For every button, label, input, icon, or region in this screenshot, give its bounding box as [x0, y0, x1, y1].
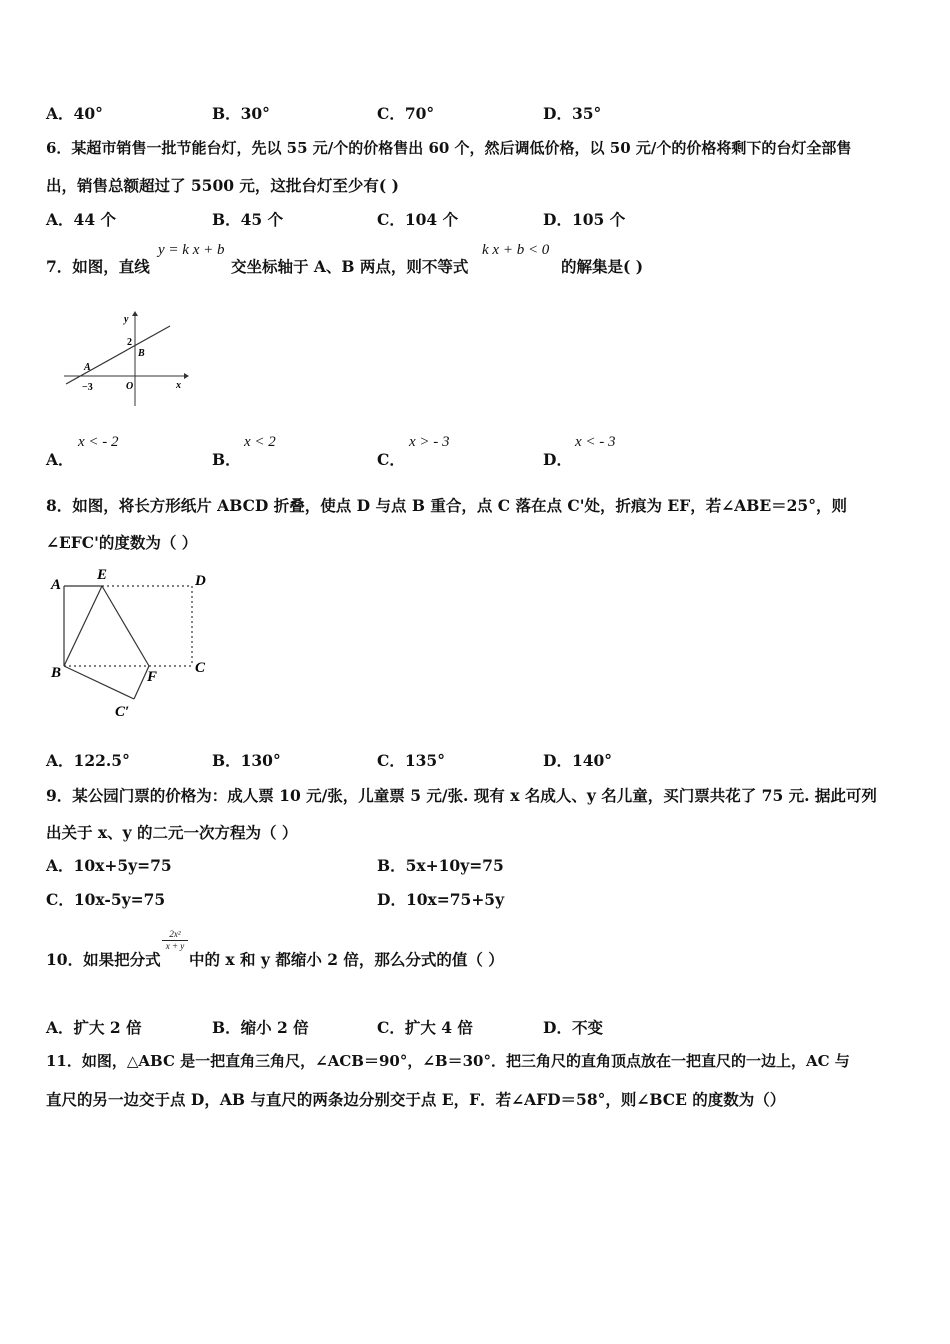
q7-label-y: y	[124, 314, 129, 325]
q10-stem-suffix: 中的 x 和 y 都缩小 2 倍，那么分式的值（ ）	[189, 950, 504, 969]
q6-option-d: D．105 个	[543, 210, 626, 229]
q7-stem-suffix: 的解集是( )	[561, 257, 644, 276]
q7-graph	[60, 308, 190, 410]
q5-option-d: D．35°	[543, 104, 602, 123]
q8-label-c: C	[195, 660, 206, 676]
q8-label-f: F	[147, 669, 158, 685]
q9-option-a: A．10x+5y=75	[46, 856, 172, 875]
q11-stem-line2: 直尺的另一边交于点 D，AB 与直尺的两条边分别交于点 E，F．若∠AFD＝58°，则∠BCE 的度数为（）	[46, 1090, 786, 1109]
q7-stem-middle: 交坐标轴于 A、B 两点，则不等式	[231, 257, 469, 276]
q7-line	[66, 326, 170, 384]
q8-label-b: B	[51, 665, 62, 681]
q11-stem-line1: 11．如图，△ABC 是一把直角三角尺，∠ACB＝90°，∠B＝30°．把三角尺的直角顶点放在一把直尺的一边上，AC 与	[46, 1052, 850, 1070]
q7-option-d-letter: D．	[543, 450, 572, 469]
q8-option-d: D．140°	[543, 751, 613, 770]
q7-x-axis-arrow	[184, 373, 189, 379]
q8-option-a: A．122.5°	[46, 751, 130, 770]
q7-option-a-letter: A．	[46, 450, 74, 469]
q5-option-a: A．40°	[46, 104, 103, 123]
q10-stem-prefix: 10．如果把分式	[46, 950, 161, 969]
q9-option-d: D．10x=75+5y	[377, 890, 505, 909]
q8-option-c: C．135°	[377, 751, 445, 770]
q6-stem-line2: 出，销售总额超过了 5500 元，这批台灯至少有( )	[46, 176, 399, 195]
q10-option-c: C．扩大 4 倍	[377, 1018, 473, 1037]
q8-segment-bcp	[64, 666, 134, 699]
q7-option-c-letter: C．	[377, 450, 405, 469]
q8-option-b: B．130°	[212, 751, 281, 770]
q8-crease-ef	[102, 586, 149, 666]
q7-label-o: O	[126, 381, 134, 392]
q10-fraction	[162, 929, 188, 952]
q9-stem-line1: 9．某公园门票的价格为：成人票 10 元/张，儿童票 5 元/张. 现有 x 名成人、y 名儿童，买门票共花了 75 元. 据此可列	[46, 786, 877, 805]
q7-option-a: x < - 2	[78, 434, 119, 450]
q7-label-minus3: −3	[82, 382, 93, 393]
q10-option-a: A．扩大 2 倍	[46, 1018, 142, 1037]
q10-option-d: D．不变	[543, 1018, 603, 1037]
q7-option-d: x < - 3	[575, 434, 616, 450]
q8-label-a: A	[51, 577, 62, 593]
q7-option-b-letter: B．	[212, 450, 241, 469]
q9-option-b: B．5x+10y=75	[377, 856, 504, 875]
q10-option-b: B．缩小 2 倍	[212, 1018, 309, 1037]
q7-option-b: x < 2	[244, 434, 276, 450]
q5-option-b: B．30°	[212, 104, 270, 123]
q6-option-b: B．45 个	[212, 210, 284, 229]
q6-stem-line1: 6．某超市销售一批节能台灯，先以 55 元/个的价格售出 60 个，然后调低价格，以 50 元/个的价格将剩下的台灯全部售	[46, 139, 852, 157]
q7-label-2: 2	[127, 337, 132, 348]
q8-label-d: D	[195, 573, 206, 589]
q10-fraction-numerator: 2x²	[162, 929, 188, 941]
q7-label-x: x	[176, 380, 181, 391]
q7-option-c: x > - 3	[409, 434, 450, 450]
q9-option-c: C．10x-5y=75	[46, 890, 166, 909]
q8-label-e: E	[97, 567, 108, 583]
q8-stem-line1: 8．如图，将长方形纸片 ABCD 折叠，使点 D 与点 B 重合，点 C 落在点 C'处，折痕为 EF，若∠ABE＝25°，则	[46, 496, 847, 515]
q5-option-c: C．70°	[377, 104, 435, 123]
q6-option-a: A．44 个	[46, 210, 116, 229]
q8-stem-line2: ∠EFC'的度数为（ ）	[46, 533, 198, 552]
q8-label-cprime: C′	[115, 704, 130, 720]
q7-stem-prefix: 7．如图，直线	[46, 257, 150, 276]
q6-option-c: C．104 个	[377, 210, 459, 229]
q8-figure	[46, 562, 216, 722]
q7-y-axis-arrow	[132, 311, 138, 316]
q9-stem-line2: 出关于 x、y 的二元一次方程为（ ）	[46, 823, 298, 842]
q7-line-equation: y = k x + b	[158, 242, 225, 258]
q8-segment-be	[64, 586, 102, 666]
q7-label-b: B	[138, 348, 145, 359]
q7-label-a: A	[84, 362, 91, 373]
q7-inequality: k x + b < 0	[482, 242, 550, 258]
q10-fraction-denominator: x + y	[165, 941, 185, 951]
